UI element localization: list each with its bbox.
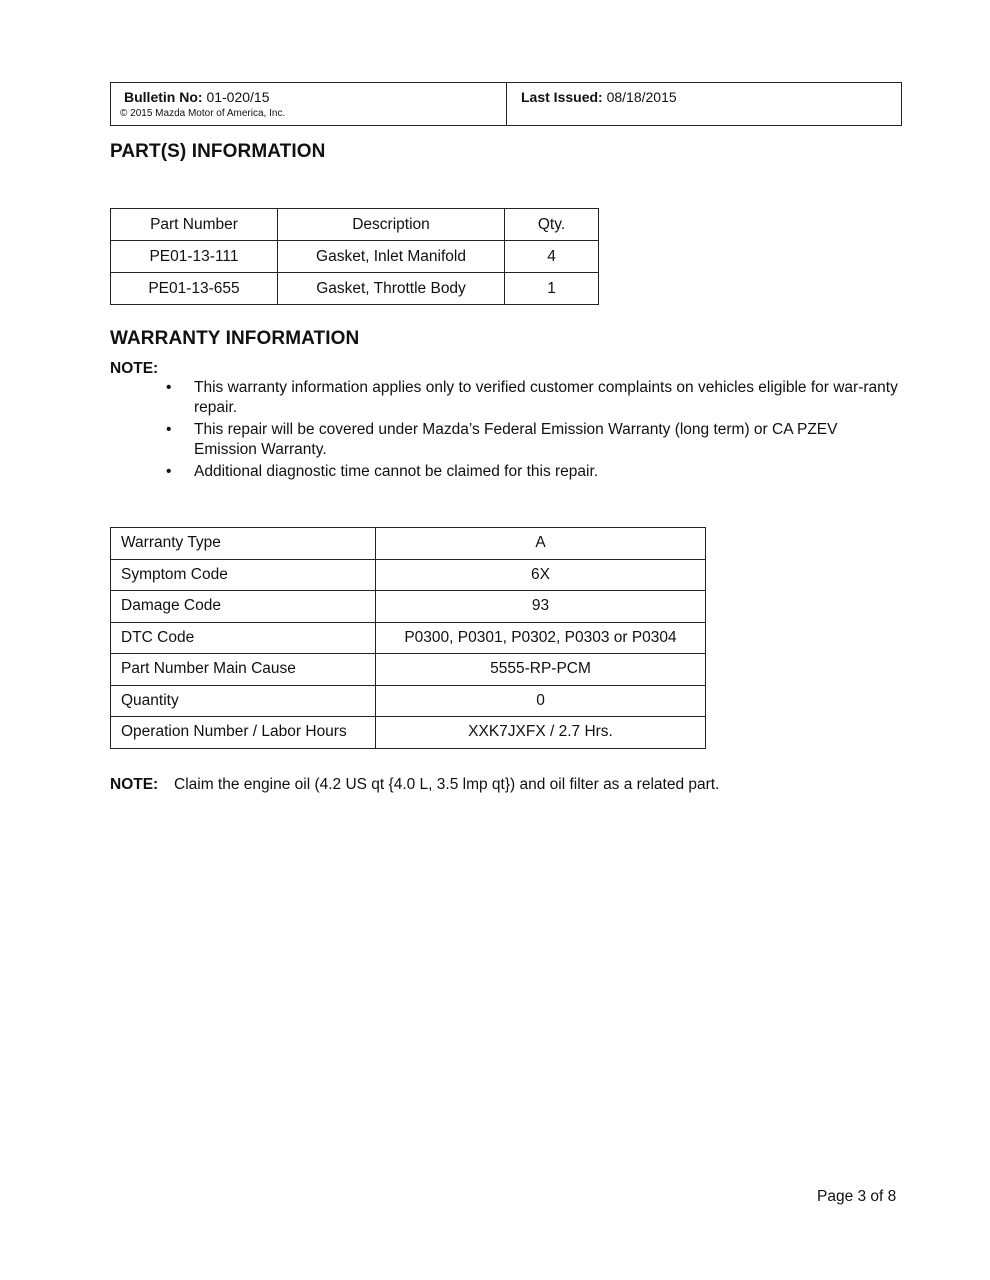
note-text: Claim the engine oil (4.2 US qt {4.0 L, 3.5 lmp qt}) and oil filter as a related part.: [174, 776, 720, 793]
quantity-cell: 1: [505, 273, 599, 305]
description-cell: Gasket, Throttle Body: [278, 273, 505, 305]
oil-claim-note: [110, 775, 719, 795]
bulletin-number-value: 01-020/15: [206, 89, 270, 105]
table-row: [111, 685, 706, 717]
parts-table: [110, 208, 599, 305]
warranty-key-cell: DTC Code: [111, 622, 376, 654]
note-text: Additional diagnostic time cannot be claimed for this repair.: [194, 463, 599, 480]
table-row: [111, 528, 706, 560]
warranty-value-cell: 93: [376, 591, 706, 623]
page-number: Page 3 of 8: [817, 1188, 897, 1205]
bulletin-number-line: [124, 88, 506, 106]
parts-table-header: [111, 209, 599, 241]
copyright-text: © 2015 Mazda Motor of America, Inc.: [120, 108, 286, 119]
parts-heading: PART(S) INFORMATION: [110, 141, 326, 162]
warranty-value-cell: 5555-RP-PCM: [376, 654, 706, 686]
bullet-icon: •: [166, 379, 172, 396]
column-header: Qty.: [505, 209, 599, 241]
part-number-cell: PE01-13-111: [111, 241, 278, 273]
table-row: [111, 622, 706, 654]
warranty-value-cell: XXK7JXFX / 2.7 Hrs.: [376, 717, 706, 749]
bulletin-header-left: [111, 83, 507, 125]
table-row: [111, 591, 706, 623]
warranty-table: [110, 527, 706, 749]
warranty-key-cell: Quantity: [111, 685, 376, 717]
column-header: Description: [278, 209, 505, 241]
part-number-cell: PE01-13-655: [111, 273, 278, 305]
quantity-cell: 4: [505, 241, 599, 273]
table-row: [111, 273, 599, 305]
warranty-key-cell: Part Number Main Cause: [111, 654, 376, 686]
column-header: Part Number: [111, 209, 278, 241]
bullet-icon: •: [166, 421, 172, 438]
list-item: [166, 462, 901, 482]
list-item: [166, 420, 901, 459]
list-item: [166, 378, 901, 417]
warranty-value-cell: P0300, P0301, P0302, P0303 or P0304: [376, 622, 706, 654]
note-text: This repair will be covered under Mazda’s Federal Emission Warranty (long term) or CA PZEV Emission Warranty.: [194, 421, 838, 458]
description-cell: Gasket, Inlet Manifold: [278, 241, 505, 273]
table-row: [111, 241, 599, 273]
note-label: NOTE:: [110, 360, 159, 377]
warranty-key-cell: Operation Number / Labor Hours: [111, 717, 376, 749]
warranty-heading: WARRANTY INFORMATION: [110, 328, 360, 349]
bulletin-header: [110, 82, 902, 126]
warranty-value-cell: 0: [376, 685, 706, 717]
last-issued-value: 08/18/2015: [606, 89, 677, 105]
table-row: [111, 559, 706, 591]
table-row: [111, 717, 706, 749]
note-label: NOTE:: [110, 776, 159, 793]
bullet-icon: •: [166, 463, 172, 480]
warranty-notes-list: [166, 378, 901, 485]
warranty-value-cell: 6X: [376, 559, 706, 591]
warranty-value-cell: A: [376, 528, 706, 560]
warranty-key-cell: Damage Code: [111, 591, 376, 623]
warranty-key-cell: Symptom Code: [111, 559, 376, 591]
last-issued-line: [521, 88, 901, 106]
bulletin-number-label: Bulletin No:: [124, 89, 203, 105]
note-text: This warranty information applies only to verified customer complaints on vehicles eligible for war-ranty repair.: [194, 379, 898, 416]
table-row: [111, 654, 706, 686]
warranty-key-cell: Warranty Type: [111, 528, 376, 560]
bulletin-header-right: [507, 83, 901, 125]
last-issued-label: Last Issued:: [521, 89, 603, 105]
